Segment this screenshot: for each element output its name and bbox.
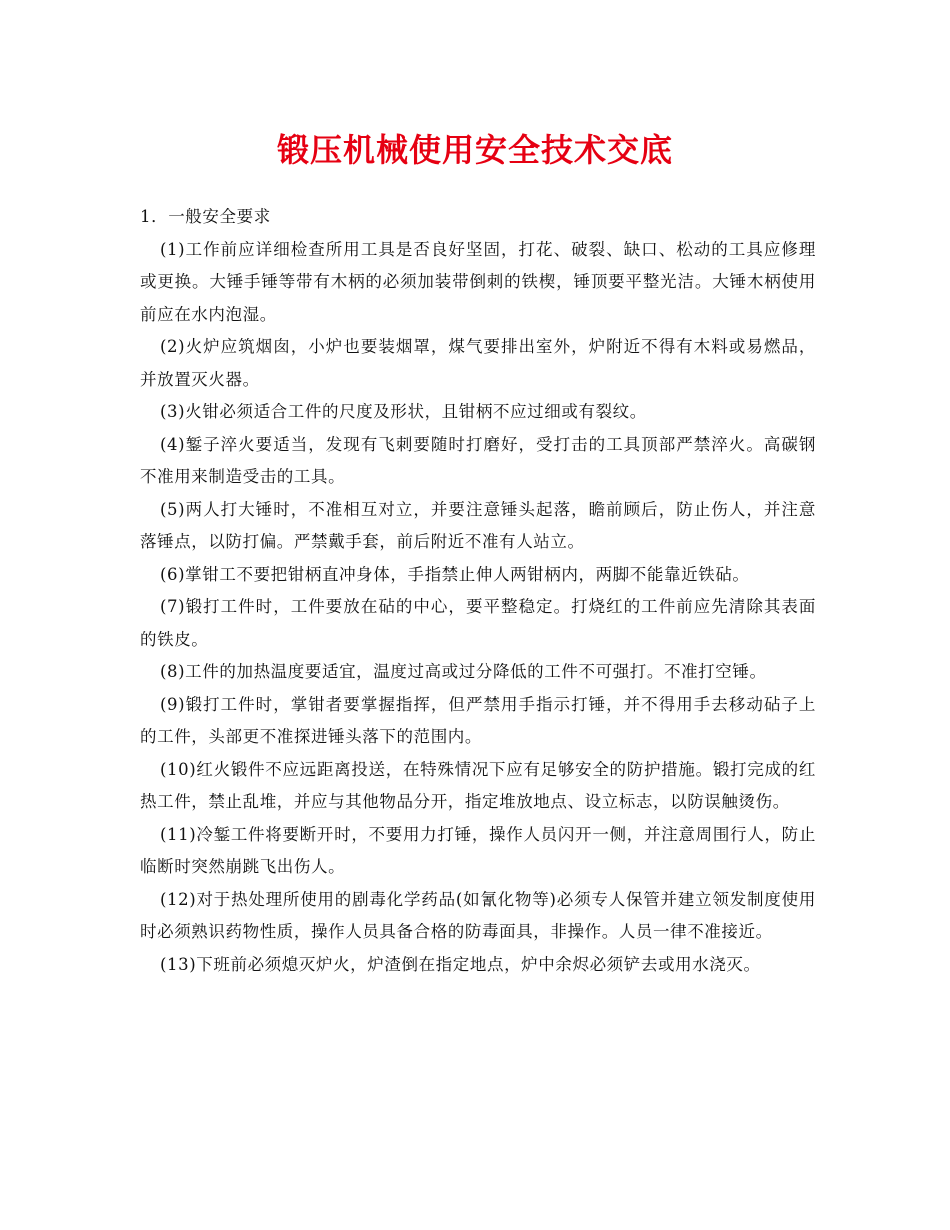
- paragraph-7: (7)锻打工件时，工件要放在砧的中心，要平整稳定。打烧红的工件前应先清除其表面的铁皮。: [140, 597, 816, 649]
- paragraph-8: (8)工件的加热温度要适宜，温度过高或过分降低的工件不可强打。不准打空锤。: [160, 662, 767, 681]
- paragraph-3: (3)火钳必须适合工件的尺度及形状，且钳柄不应过细或有裂纹。: [160, 402, 647, 421]
- paragraph-11: (11)冷錾工件将要断开时，不要用力打锤，操作人员闪开一侧，并注意周围行人，防止临断时突然崩跳飞出伤人。: [140, 824, 816, 876]
- paragraph-12: (12)对于热处理所使用的剧毒化学药品(如氰化物等)必须专人保管并建立领发制度使用时必须熟识药物性质，操作人员具备合格的防毒面具，非操作。人员一律不准接近。: [140, 889, 816, 941]
- section-heading: 1．一般安全要求: [140, 207, 271, 226]
- paragraph-6: (6)掌钳工不要把钳柄直冲身体，手指禁止伸人两钳柄内，两脚不能靠近铁砧。: [160, 564, 750, 584]
- document-title: 锻压机械使用安全技术交底: [276, 131, 673, 169]
- document-body: [140, 201, 816, 981]
- paragraph-13: (13)下班前必须熄灭炉火，炉渣倒在指定地点，炉中余烬必须铲去或用水浇灭。: [160, 954, 761, 974]
- paragraph-10: (10)红火锻件不应远距离投送，在特殊情况下应有足够安全的防护措施。锻打完成的红热工件，禁止乱堆，并应与其他物品分开，指定堆放地点、设立标志，以防误触烫伤。: [140, 759, 816, 811]
- paragraph-2: (2)火炉应筑烟囱，小炉也要装烟罩，煤气要排出室外，炉附近不得有木料或易燃品，并放置灭火器。: [140, 337, 816, 389]
- paragraph-1: (1)工作前应详细检查所用工具是否良好坚固，打花、破裂、缺口、松动的工具应修理或更换。大锤手锤等带有木柄的必须加装带倒刺的铁楔，锤顶要平整光洁。大锤木柄使用前应在水内泡湿。: [140, 239, 816, 324]
- paragraph-5: (5)两人打大锤时，不准相互对立，并要注意锤头起落，瞻前顾后，防止伤人，并注意落锤点，以防打偏。严禁戴手套，前后附近不准有人站立。: [140, 499, 816, 551]
- paragraph-9: (9)锻打工件时，掌钳者要掌握指挥，但严禁用手指示打锤，并不得用手去移动砧子上的工件，头部更不准探进锤头落下的范围内。: [140, 694, 816, 746]
- paragraph-4: (4)錾子淬火要适当，发现有飞刺要随时打磨好，受打击的工具顶部严禁淬火。高碳钢不准用来制造受击的工具。: [140, 434, 816, 486]
